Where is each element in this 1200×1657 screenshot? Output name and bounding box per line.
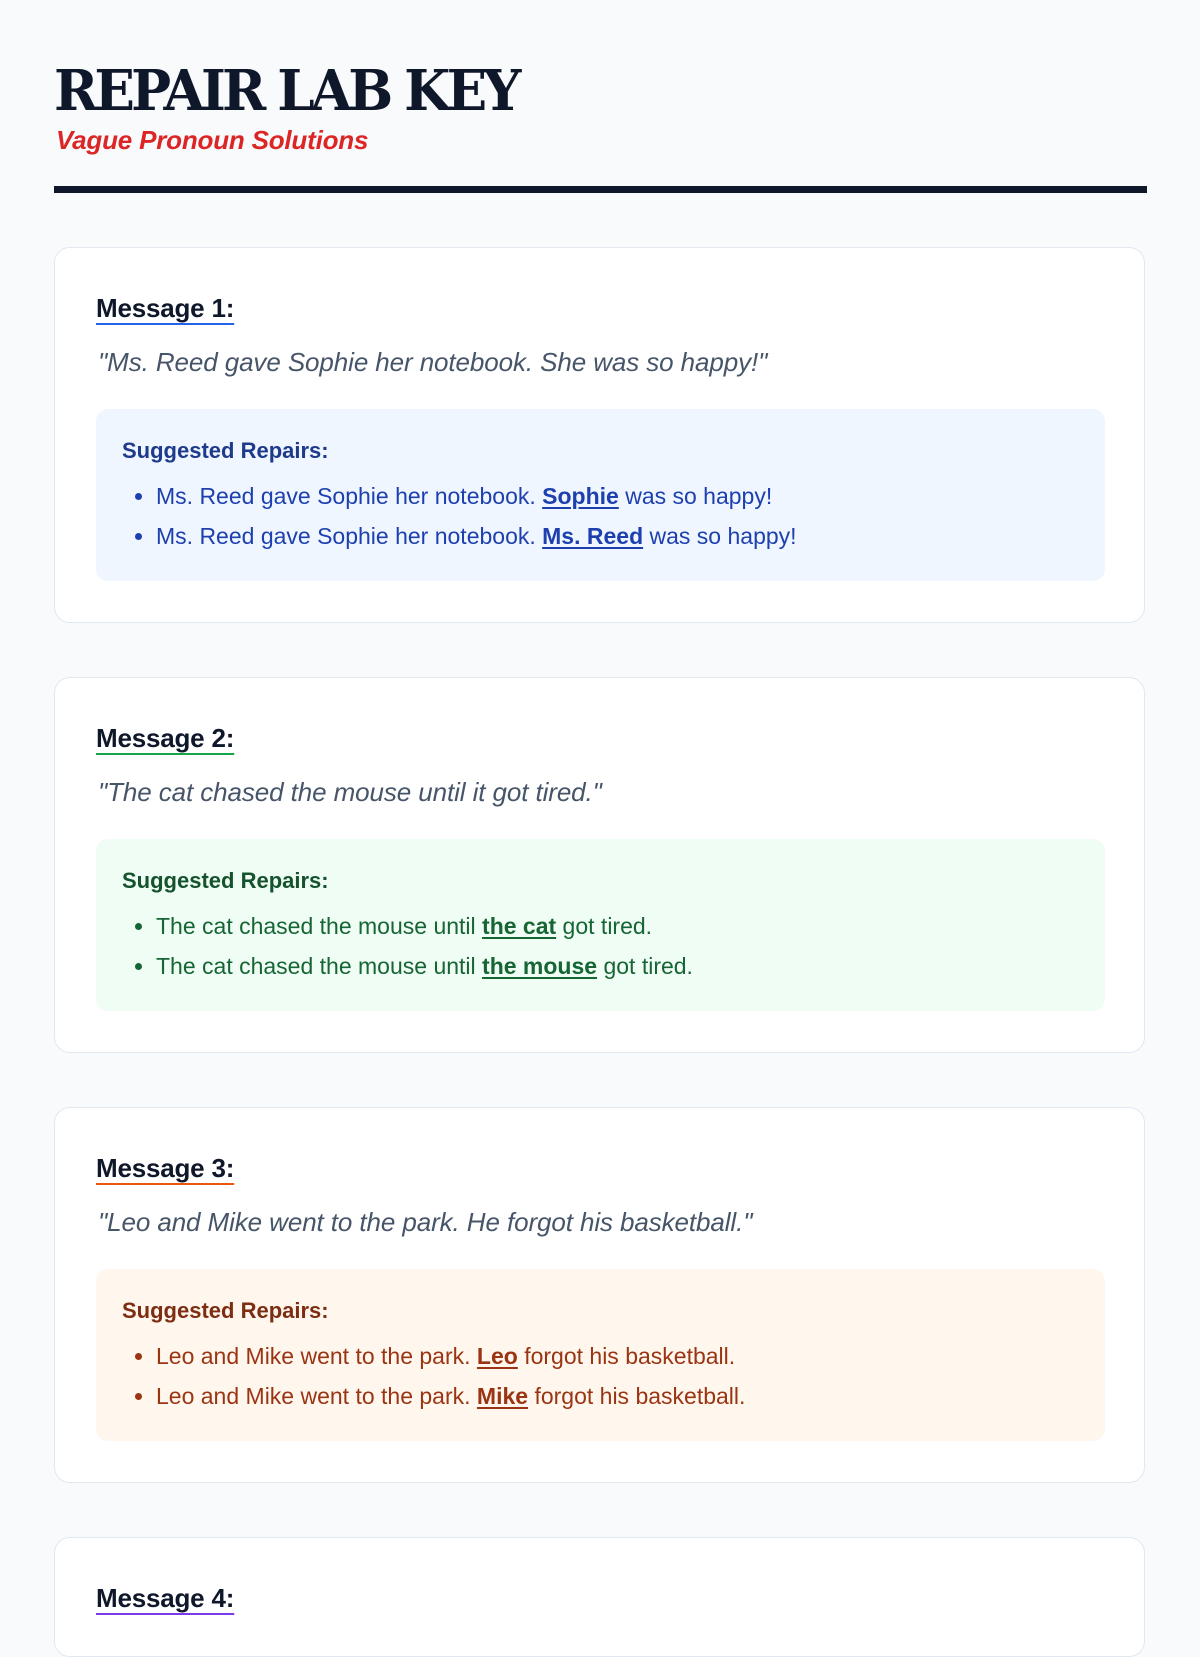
repair-text-before: Ms. Reed gave Sophie her notebook. (156, 483, 543, 509)
repair-text-before: Ms. Reed gave Sophie her notebook. (156, 523, 543, 549)
suggested-repairs-box (96, 1269, 1105, 1441)
repairs-list (122, 476, 1105, 556)
repair-text-after: was so happy! (618, 483, 773, 509)
repair-highlight: Sophie (542, 483, 619, 509)
repair-text-after: got tired. (597, 953, 693, 979)
repair-text-after: forgot his basketball. (517, 1343, 736, 1369)
message-card-3 (54, 1107, 1145, 1483)
message-quote: "Ms. Reed gave Sophie her notebook. She was so happy!" (98, 347, 768, 377)
repair-item (156, 906, 1105, 946)
page-title: REPAIR LAB KEY (54, 58, 518, 124)
header-divider (54, 186, 1147, 193)
repair-text-after: got tired. (556, 913, 653, 939)
message-title: Message 3: (96, 1153, 235, 1183)
suggested-repairs-box (96, 839, 1105, 1011)
message-title: Message 4: (96, 1583, 235, 1613)
repair-highlight: Ms. Reed (542, 523, 644, 549)
page-subtitle: Vague Pronoun Solutions (56, 125, 369, 155)
message-card-2 (54, 677, 1145, 1053)
repairs-list (122, 1336, 1105, 1416)
repair-text-after: forgot his basketball. (528, 1383, 746, 1409)
repair-item (156, 516, 1105, 556)
repair-text-before: Leo and Mike went to the park. (156, 1343, 477, 1369)
repair-item (156, 946, 1105, 986)
message-quote: "The cat chased the mouse until it got tired." (98, 777, 602, 807)
repair-highlight: Leo (476, 1343, 518, 1369)
repair-item (156, 476, 1105, 516)
message-title: Message 1: (96, 293, 235, 323)
repairs-heading: Suggested Repairs: (122, 438, 329, 463)
suggested-repairs-box (96, 409, 1105, 581)
message-card-1 (54, 247, 1145, 623)
repair-text-before: The cat chased the mouse until (156, 913, 483, 939)
repairs-list (122, 906, 1105, 986)
repairs-heading: Suggested Repairs: (122, 1298, 329, 1323)
repair-text-after: was so happy! (643, 523, 797, 549)
message-card-4 (54, 1537, 1145, 1657)
repair-item (156, 1376, 1105, 1416)
repairs-heading: Suggested Repairs: (122, 868, 329, 893)
repair-item (156, 1336, 1105, 1376)
repair-highlight: Mike (476, 1383, 529, 1409)
repair-highlight: the mouse (482, 953, 598, 979)
repair-text-before: Leo and Mike went to the park. (156, 1383, 477, 1409)
message-quote: "Leo and Mike went to the park. He forgot his basketball." (98, 1207, 753, 1237)
repair-text-before: The cat chased the mouse until (156, 953, 483, 979)
message-title: Message 2: (96, 723, 235, 753)
repair-highlight: the cat (482, 913, 557, 939)
